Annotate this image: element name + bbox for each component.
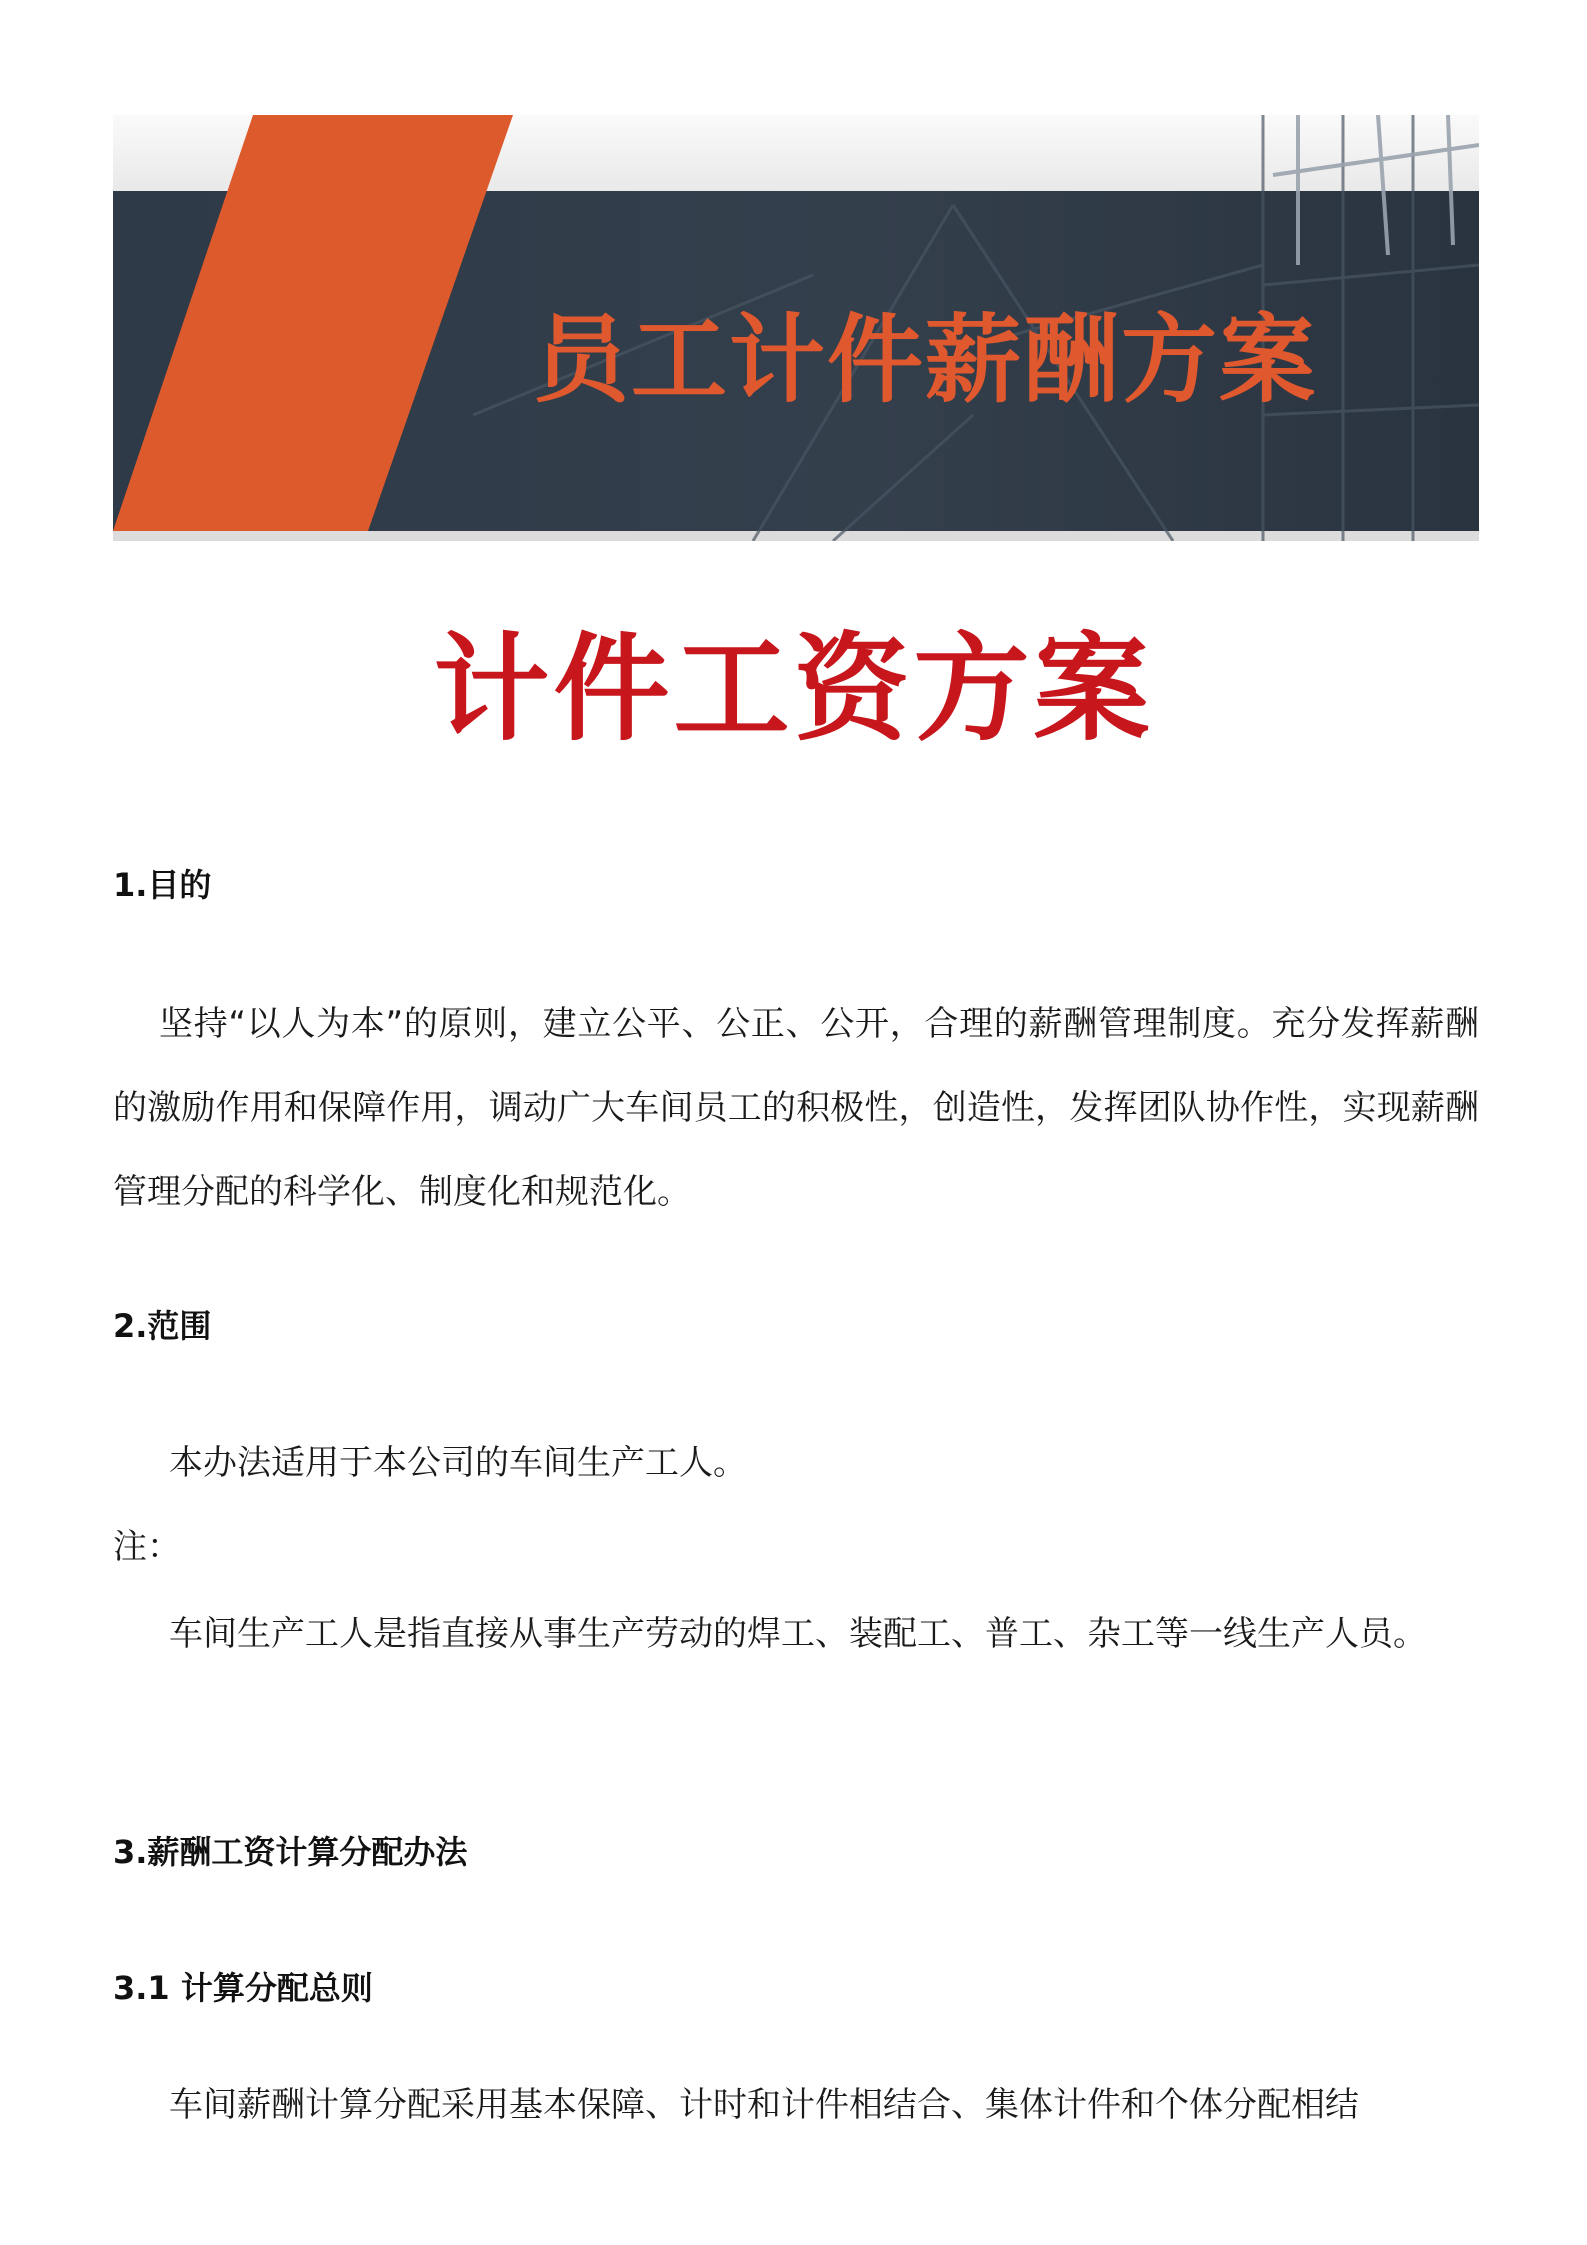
header-banner — [113, 115, 1479, 541]
section-3-1-paragraph: 车间薪酬计算分配采用基本保障、计时和计件相结合、集体计件和个体分配相结 — [169, 2085, 1359, 2125]
banner-title: 员工计件薪酬方案 — [533, 304, 1317, 416]
section-2-note-paragraph: 车间生产工人是指直接从事生产劳动的焊工、装配工、普工、杂工等一线生产人员。 — [169, 1614, 1427, 1654]
section-1-paragraph: 坚持“以人为本”的原则，建立公平、公正、公开，合理的薪酬管理制度。充分发挥薪酬的激励作用和保障作用，调动广大车间员工的积极性，创造性，发挥团队协作性，实现薪酬管理分配的科学化、制度化和规范化。 — [113, 1004, 1479, 1212]
document-title: 计件工资方案 — [433, 622, 1154, 757]
section-3-1-heading: 3.1 计算分配总则 — [113, 1969, 373, 2007]
section-2-note-label: 注： — [113, 1527, 181, 1567]
section-2-heading: 2.范围 — [113, 1307, 212, 1345]
section-2-paragraph: 本办法适用于本公司的车间生产工人。 — [169, 1443, 747, 1483]
section-1-heading: 1.目的 — [113, 866, 212, 904]
section-3-heading: 3.薪酬工资计算分配办法 — [113, 1833, 468, 1871]
